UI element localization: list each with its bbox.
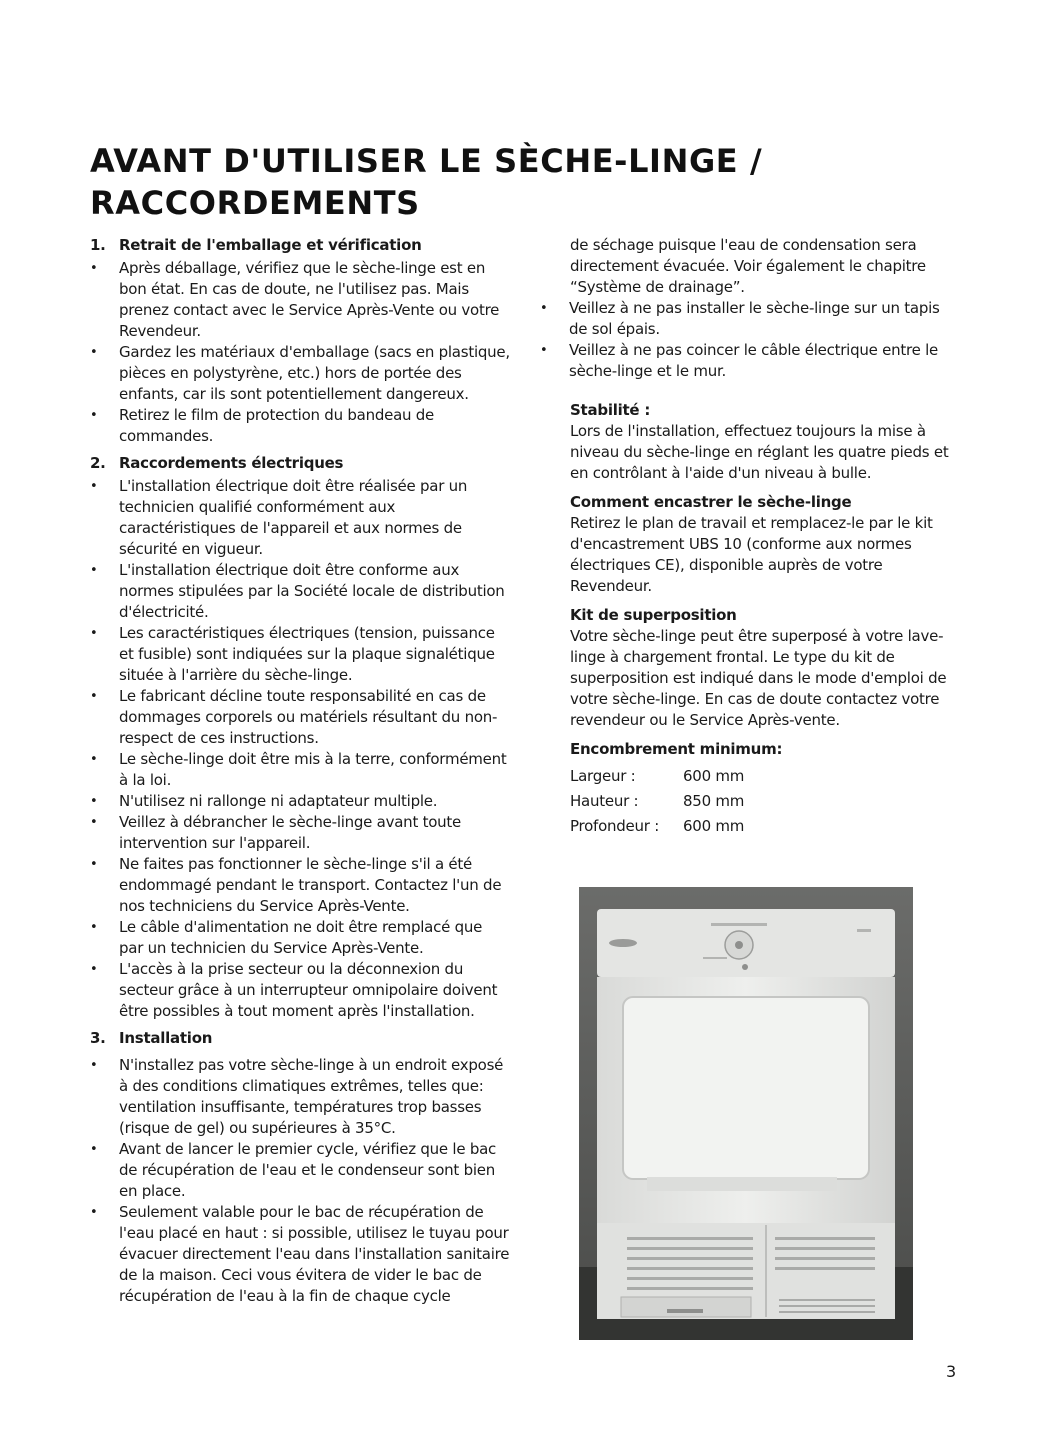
list-item: • L'accès à la prise secteur ou la déconnexion du secteur grâce à un interrupteur omnipolaire doivent être possibles à tout moment après l'installation. [90, 960, 498, 1020]
bullet-icon: • [90, 345, 98, 360]
list-item: • Gardez les matériaux d'emballage (sacs en plastique, pièces en polystyrène, etc.) hors de portée des enfants, car ils sont potentiellement dangereux. [90, 343, 510, 403]
section-2-list [90, 476, 510, 1022]
list-item: • L'installation électrique doit être réalisée par un technicien qualifié conformément aux caractéristiques de l'appareil et aux normes de sécurité en vigueur. [90, 477, 468, 558]
list-item: • Le sèche-linge doit être mis à la terre, conformément à la loi. [90, 750, 507, 789]
bullet-icon: • [90, 563, 98, 578]
stabilite-heading: Stabilité : [570, 401, 651, 419]
list-item: • Retirez le film de protection du bandeau de commandes. [90, 406, 435, 445]
list-item: • Les caractéristiques électriques (tension, puissance et fusible) sont indiquées sur la plaque signalétique située à l'arrière du sèche-linge. [90, 624, 495, 684]
bullet-icon: • [90, 479, 98, 494]
right-column [540, 235, 960, 839]
bullet-icon: • [90, 794, 98, 809]
section-1-list [90, 258, 510, 447]
dimension-row: Profondeur : 600 mm [570, 817, 745, 835]
page-number: 3 [946, 1362, 957, 1381]
page-title [90, 140, 950, 224]
bullet-icon: • [90, 626, 98, 641]
continuation-text: de séchage puisque l'eau de condensation sera directement évacuée. Voir également le chapitre “Système de drainage”. [570, 236, 926, 296]
title-line-1: AVANT D'UTILISER LE SÈCHE-LINGE / [90, 142, 763, 180]
bullet-icon: • [540, 343, 548, 358]
superposition-heading: Kit de superposition [570, 606, 737, 624]
encombrement-heading: Encombrement minimum: [570, 740, 783, 758]
section-2-heading: 2. Raccordements électriques [90, 454, 344, 472]
list-item: • Seulement valable pour le bac de récupération de l'eau placé en haut : si possible, utilisez le tuyau pour évacuer directement l'eau dans l'installation sanitaire de la maison. Ceci vous évitera de vider le bac de récupération de l'eau à la fin de chaque cycle [90, 1203, 510, 1305]
bullet-icon: • [90, 408, 98, 423]
list-item: • Veillez à ne pas coincer le câble électrique entre le sèche-linge et le mur. [540, 341, 938, 380]
bullet-icon: • [90, 920, 98, 935]
list-item: • Veillez à débrancher le sèche-linge avant toute intervention sur l'appareil. [90, 813, 462, 852]
list-item: • Veillez à ne pas installer le sèche-linge sur un tapis de sol épais. [540, 299, 940, 338]
list-item: • Le fabricant décline toute responsabilité en cas de dommages corporels ou matériels résultant du non-respect de ces instructions. [90, 687, 498, 747]
superposition-text: Votre sèche-linge peut être superposé à votre lave-linge à chargement frontal. Le type du kit de superposition est indiqué dans le mode d'emploi de votre sèche-linge. En cas de doute contactez votre revendeur ou le Service Après-vente. [570, 627, 947, 729]
left-column [90, 235, 510, 1307]
dryer-illustration [579, 887, 913, 1340]
dimensions-table [540, 764, 960, 839]
bullet-icon: • [90, 689, 98, 704]
section-1-heading: 1. Retrait de l'emballage et vérification [90, 236, 422, 254]
list-item: • L'installation électrique doit être conforme aux normes stipulées par la Société locale de distribution d'électricité. [90, 561, 505, 621]
bullet-icon: • [90, 1058, 98, 1073]
bullet-icon: • [90, 857, 98, 872]
title-line-2: RACCORDEMENTS [90, 184, 420, 222]
list-item: • Le câble d'alimentation ne doit être remplacé que par un technicien du Service Après-Vente. [90, 918, 483, 957]
bullet-icon: • [90, 752, 98, 767]
encastrer-text: Retirez le plan de travail et remplacez-le par le kit d'encastrement UBS 10 (conforme aux normes électriques CE), disponible auprès de votre Revendeur. [570, 514, 933, 595]
section-3-heading: 3. Installation [90, 1029, 213, 1047]
dimension-row: Largeur : 600 mm [570, 767, 745, 785]
bullet-icon: • [90, 815, 98, 830]
dimension-row: Hauteur : 850 mm [570, 792, 745, 810]
dryer-photo [579, 887, 913, 1340]
section-3-list [90, 1055, 510, 1307]
bullet-icon: • [90, 261, 98, 276]
bullet-icon: • [90, 1205, 98, 1220]
bullet-icon: • [90, 1142, 98, 1157]
bullet-icon: • [90, 962, 98, 977]
encastrer-heading: Comment encastrer le sèche-linge [570, 493, 852, 511]
list-item: • N'installez pas votre sèche-linge à un endroit exposé à des conditions climatiques extrêmes, telles que: ventilation insuffisante, températures trop basses (risque de gel) ou supérieures à 35°C. [90, 1056, 504, 1137]
bullet-icon: • [540, 301, 548, 316]
list-item: • N'utilisez ni rallonge ni adaptateur multiple. [90, 792, 438, 810]
list-item: • Ne faites pas fonctionner le sèche-linge s'il a été endommagé pendant le transport. Contactez l'un de nos techniciens du Service Après-Vente. [90, 855, 502, 915]
right-list [540, 298, 960, 382]
list-item: • Après déballage, vérifiez que le sèche-linge est en bon état. En cas de doute, ne l'utilisez pas. Mais prenez contact avec le Service Après-Vente ou votre Revendeur. [90, 259, 500, 340]
stabilite-text: Lors de l'installation, effectuez toujours la mise à niveau du sèche-linge en réglant les quatre pieds et en contrôlant à l'aide d'un niveau à bulle. [570, 422, 949, 482]
list-item: • Avant de lancer le premier cycle, vérifiez que le bac de récupération de l'eau et le condenseur sont bien en place. [90, 1140, 497, 1200]
